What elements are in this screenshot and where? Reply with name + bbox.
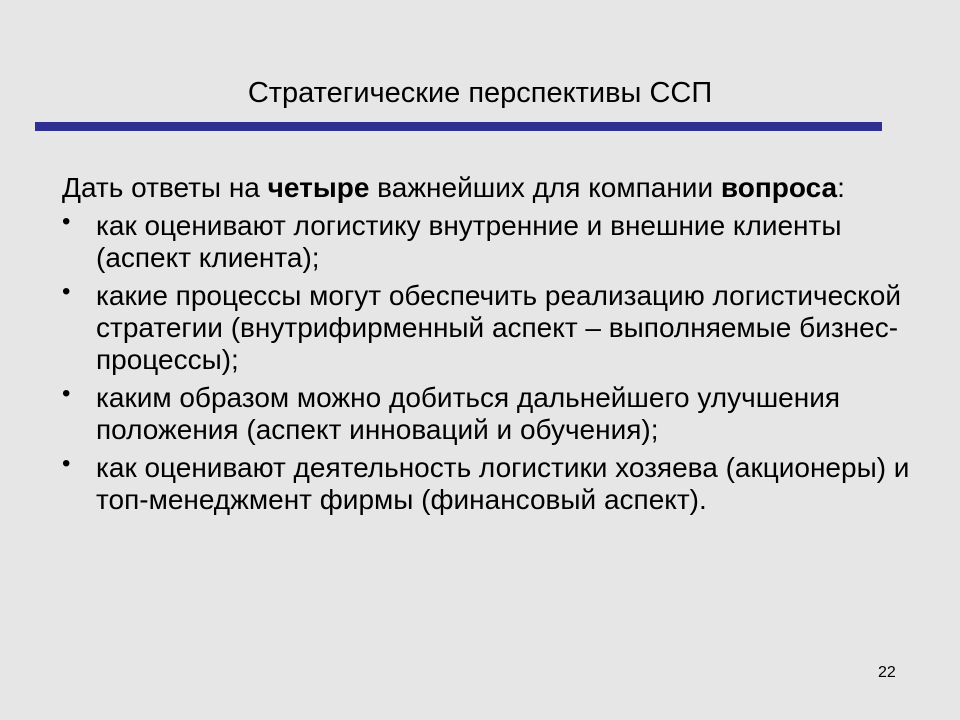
slide-title: Стратегические перспективы ССП [247,77,713,109]
intro-text-2: важнейших для компании [369,172,721,203]
intro-bold-2: вопроса [720,172,838,203]
slide-body [62,172,922,522]
page-number: 22 [878,664,896,681]
intro-paragraph [62,172,922,204]
list-item [62,280,922,376]
intro-text-3: : [837,172,845,203]
list-item [62,382,922,446]
intro-text-1: Дать ответы на [62,172,268,203]
intro-bold-1: четыре [267,172,370,203]
bullet-icon: • [62,208,71,235]
bullet-icon: • [62,278,71,305]
list-item-text: каким образом можно добиться дальнейшего улучшения положения (аспект инноваций и обучения); [96,382,841,445]
list-item-text: какие процессы могут обеспечить реализацию логистической стратегии (внутрифирменный аспект – выполняемые бизнес-процессы); [96,280,901,375]
list-item [62,452,922,516]
list-item-text: как оценивают логистику внутренние и внешние клиенты (аспект клиента); [96,210,842,273]
list-item-text: как оценивают деятельность логистики хозяева (акционеры) и топ-менеджмент фирмы (финансовый аспект). [96,452,910,515]
title-divider [35,122,882,131]
bullet-icon: • [62,450,71,477]
list-item [62,210,922,274]
bullet-icon: • [62,380,71,407]
